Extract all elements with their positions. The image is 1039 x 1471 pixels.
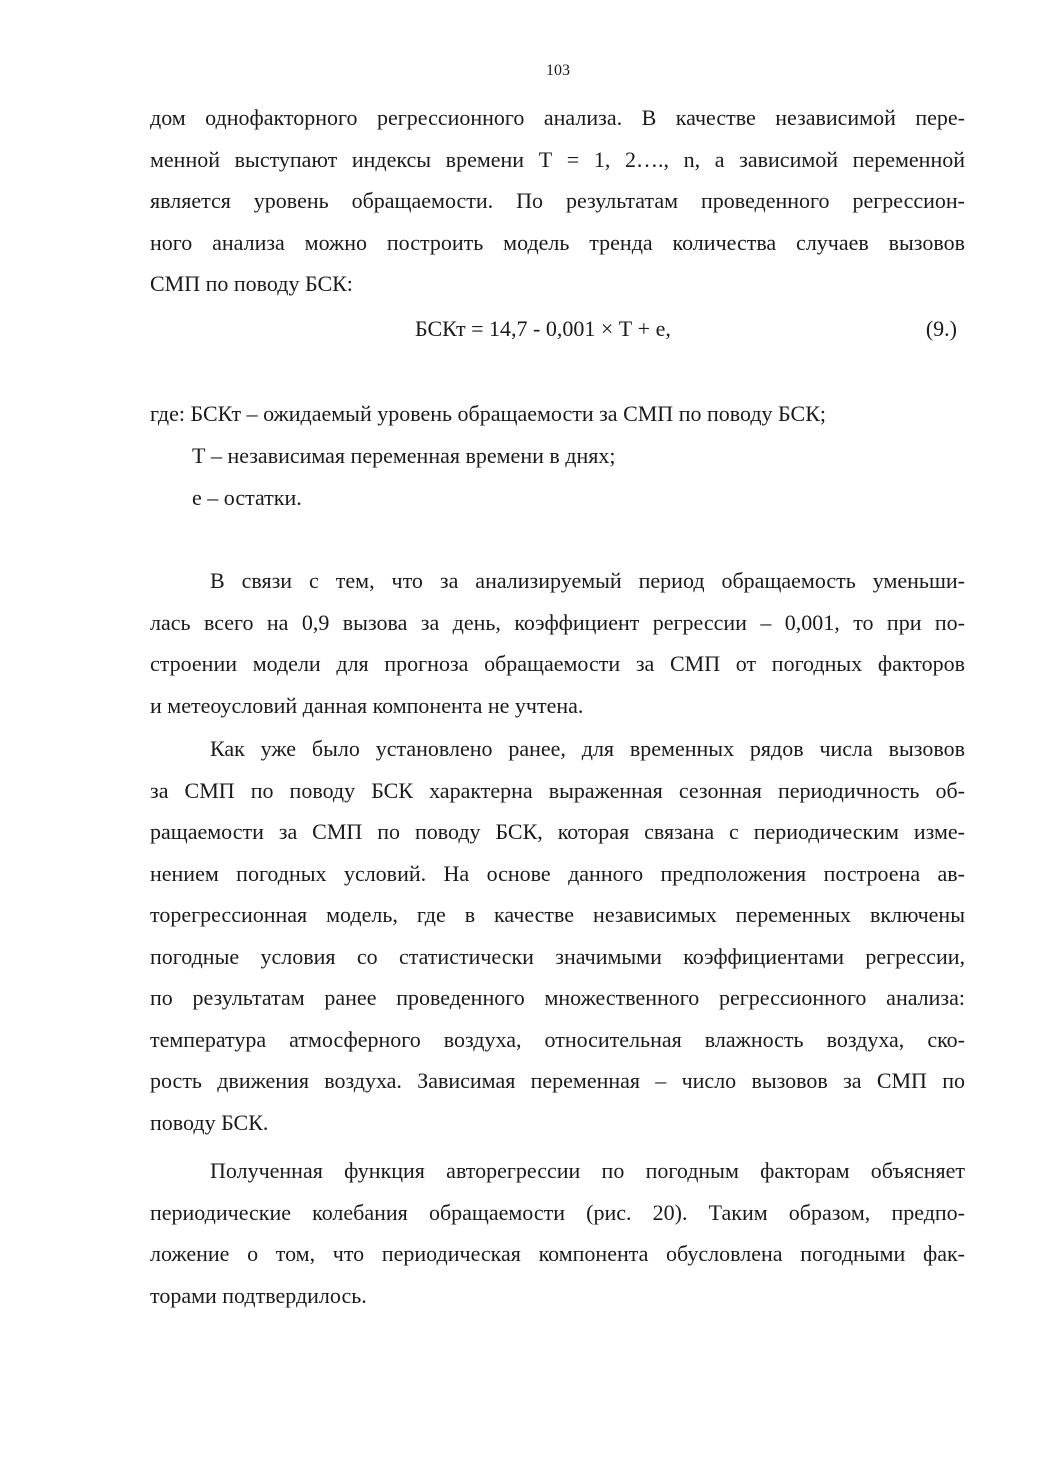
text-line: ложение о том, что периодическая компонента обусловлена погодными фак-	[150, 1241, 965, 1266]
text-line: дом однофакторного регрессионного анализа. В качестве независимой пере-	[150, 105, 965, 130]
text-line: нением погодных условий. На основе данного предположения построена ав-	[150, 860, 965, 886]
where-line: е – остатки.	[192, 485, 302, 510]
page-number: 103	[546, 62, 570, 79]
text-line: периодические колебания обращаемости (рис. 20). Таким образом, предпо-	[150, 1199, 965, 1225]
text-line: СМП по поводу БСК:	[150, 271, 353, 296]
text-line: ращаемости за СМП по поводу БСК, которая связана с периодическим изме-	[150, 819, 965, 844]
where-block	[150, 393, 826, 519]
text-line: строении модели для прогноза обращаемости за СМП от погодных факторов	[150, 651, 965, 676]
paragraph-1	[150, 97, 965, 305]
where-line: Т – независимая переменная времени в днях;	[192, 443, 616, 468]
text-line: менной выступают индексы времени Т = 1, 2…., n, а зависимой переменной	[150, 146, 965, 172]
paragraph-2	[150, 560, 965, 726]
text-line: торами подтвердилось.	[150, 1282, 367, 1308]
formula-row	[150, 308, 965, 350]
text-line: погодные условия со статистически значимыми коэффициентами регрессии,	[150, 943, 965, 969]
where-line: где: БСКт – ожидаемый уровень обращаемости за СМП по поводу БСК;	[150, 401, 826, 426]
text-line: торегрессионная модель, где в качестве независимых переменных включены	[150, 902, 965, 927]
text-line: В связи с тем, что за анализируемый период обращаемость уменьши-	[210, 568, 965, 593]
text-line: и метеоусловий данная компонента не учтена.	[150, 692, 584, 718]
paragraph-3	[150, 728, 965, 1143]
formula-number: (9.)	[925, 316, 957, 341]
text-line: рость движения воздуха. Зависимая переменная – число вызовов за СМП по	[150, 1068, 965, 1093]
text-line: поводу БСК.	[150, 1109, 269, 1135]
text-line: за СМП по поводу БСК характерна выраженная сезонная периодичность об-	[150, 777, 965, 803]
paragraph-4	[150, 1150, 965, 1316]
text-line: по результатам ранее проведенного множественного регрессионного анализа:	[150, 985, 965, 1010]
text-line: является уровень обращаемости. По результатам проведенного регрессион-	[150, 188, 965, 213]
text-line: температура атмосферного воздуха, относительная влажность воздуха, ско-	[150, 1026, 965, 1052]
formula: БСКт = 14,7 - 0,001 × Т + е,	[415, 316, 671, 341]
text-line: Полученная функция авторегрессии по погодным факторам объясняет	[210, 1158, 965, 1183]
text-line: Как уже было установлено ранее, для временных рядов числа вызовов	[210, 736, 965, 761]
text-line: лась всего на 0,9 вызова за день, коэффициент регрессии – 0,001, то при по-	[150, 609, 965, 635]
text-line: ного анализа можно построить модель тренда количества случаев вызовов	[150, 229, 965, 255]
